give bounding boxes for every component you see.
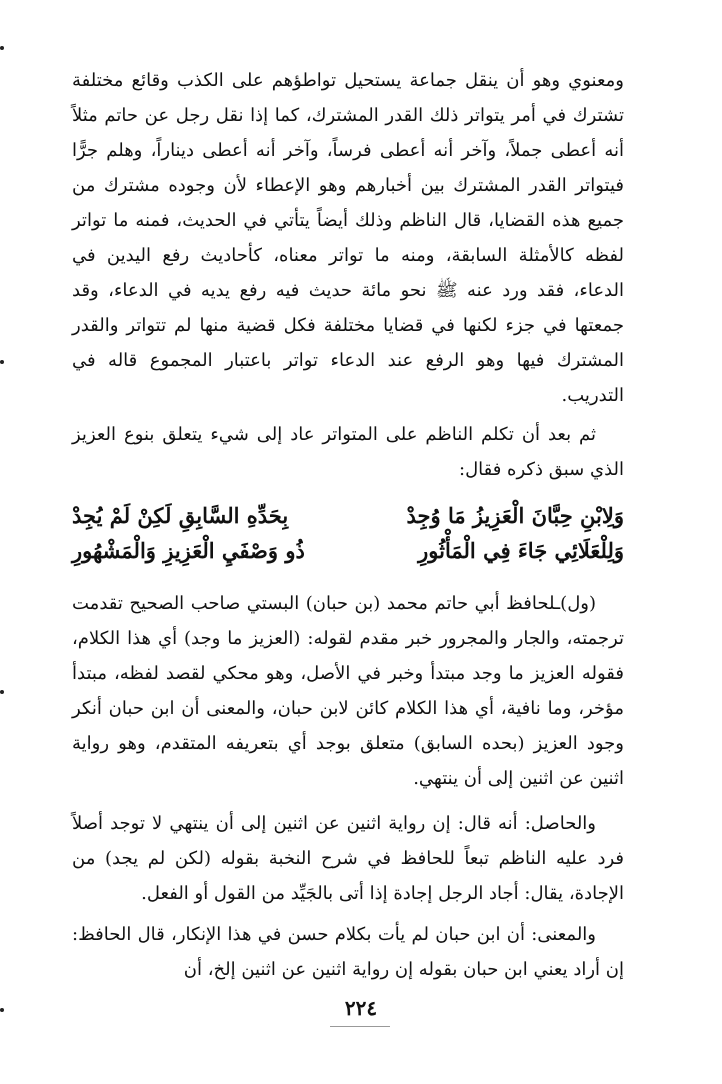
paragraph-commentary-ibn-hibban: (ول)ـلحافظ أبي حاتم محمد (بن حبان) البستي صاحب الصحيح تقدمت ترجمته، والجار والمجرور خبر مقدم لقوله: (العزيز ما وجد) أي هذا الكلام، فقوله العزيز ما وجد مبتدأ وخبر في الأصل، وهو محكي لقصد لفظه، مبتدأ مؤخر، وما نافية، أي هذا الكلام كائن لابن حبان، والمعنى أن ابن حبان أنكر وجود العزيز (بحده السابق) متعلق بوجد أي بتعريفه المتقدم، وهو رواية اثنين عن اثنين إلى أن ينتهي. [72,593,624,789]
paragraph-block-2 [72,417,624,487]
margin-mark-top [0,46,4,50]
paragraph-meaning: والمعنى: أن ابن حبان لم يأت بكلام حسن في هذا الإنكار، قال الحافظ: إن أراد يعني ابن حبان بقوله إن رواية اثنين عن اثنين إلخ، أن [72,924,624,980]
poem-line-1-second-hemistich: بِحَدِّهِ السَّابِقِ لَكِنْ لَمْ يُجِدْ [72,503,289,528]
margin-mark-bottom [0,1008,4,1012]
poem-line-2-second-hemistich: ذُو وَصْفَيِ الْعَزِيزِ وَالْمَشْهُورِ [72,538,305,563]
paragraph-block-4 [72,806,624,911]
page-number: ٢٢٤ [344,996,378,1020]
poem-line-2-first-hemistich: وَلِلْعَلَائِي جَاءَ فِي الْمَأْثُورِ [418,538,624,563]
margin-mark-middle [0,360,4,364]
margin-mark-lower [0,690,4,694]
page-number-divider [330,1026,390,1027]
paragraph-transition: ثم بعد أن تكلم الناظم على المتواتر عاد إلى شيء يتعلق بنوع العزيز الذي سبق ذكره فقال: [72,424,624,480]
poem-verses [72,498,624,568]
poem-line-1-first-hemistich: وَلِابْنِ حِبَّانَ الْعَزِيزُ مَا وُجِدْ [406,503,624,528]
paragraph-block-1 [72,63,624,413]
poem-line-1 [72,498,624,533]
paragraph-summary: والحاصل: أنه قال: إن رواية اثنين عن اثنين إلى أن ينتهي لا توجد أصلاً فرد عليه الناظم تبعاً للحافظ في شرح النخبة بقوله (لكن لم يجد) من الإجادة، يقال: أجاد الرجل إجادة إذا أتى بالجَيِّد من القول أو الفعل. [72,813,624,904]
poem-line-2 [72,533,624,568]
paragraph-mutawatir-manawi: ومعنوي وهو أن ينقل جماعة يستحيل تواطؤهم على الكذب وقائع مختلفة تشترك في أمر يتواتر ذلك القدر المشترك، كما إذا نقل رجل عن حاتم مثلاً أنه أعطى جملاً، وآخر أنه أعطى فرساً، وآخر أنه أعطى ديناراً، وهلم جرًّا فيتواتر القدر المشترك بين أخبارهم وهو الإعطاء لأن وجوده مشترك من جميع هذه القضايا، قال الناظم وذلك أيضاً يتأتي في الحديث، فمنه ما تواتر لفظه كالأمثلة السابقة، ومنه ما تواتر معناه، كأحاديث رفع اليدين في الدعاء، فقد ورد عنه ﷺ نحو مائة حديث فيه رفع يديه في الدعاء، وقد جمعتها في جزء لكنها في قضايا مختلفة فكل قضية منها لم تتواتر والقدر المشترك فيها وهو الرفع عند الدعاء تواتر باعتبار المجموع قاله في التدريب. [72,70,624,406]
paragraph-block-5 [72,917,624,987]
paragraph-block-3 [72,586,624,796]
